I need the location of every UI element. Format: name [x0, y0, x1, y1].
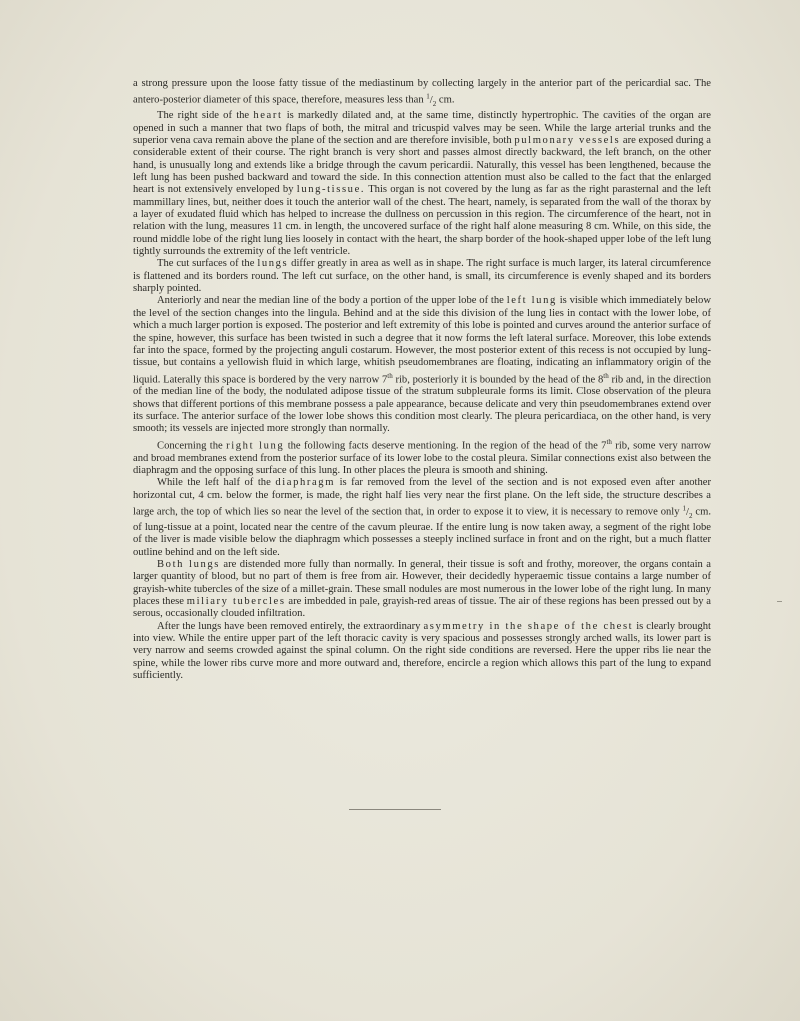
spaced-term: miliary tubercles [186, 596, 286, 608]
spaced-term: left lung [506, 295, 557, 307]
fraction-denominator: 2 [688, 511, 693, 520]
text-run: the following facts deserve mentioning. In the region of the head of the 7 [284, 440, 607, 452]
spaced-term: lungs [257, 258, 289, 270]
text-run: differ greatly in area as well as in shape. The right surface is much larger, its lateral circumference is flattened and its borders round. The left cut surface, on the other hand, is small, its circumference is evenly shaped and its borders sharply pointed. [133, 258, 711, 295]
paragraph [133, 621, 711, 683]
section-divider [349, 809, 441, 810]
fraction: $^1/_2$ [426, 92, 437, 108]
text-run: While the left half of the [157, 477, 276, 489]
paragraph [133, 258, 711, 295]
spaced-term: heart [253, 110, 283, 122]
text-run: Anteriorly and near the median line of the body a portion of the upper lobe of the [157, 295, 507, 307]
spaced-term: asymmetry in the shape of the chest [423, 620, 634, 632]
spaced-term: lung-tissue. [296, 184, 366, 196]
text-run: are distended more fully than normally. In general, their tissue is soft and frothy, moreover, the organs contain a larger quantity of blood, but no part of them is free from air. However, their decidedly hyperaemic tissue contains a large number of grayish-white tubercles of the size of a millet-grain. These small nodules are most numerous in the lower lobe of the right lung. In many places these [133, 559, 711, 608]
text-run: Concerning the [157, 440, 227, 452]
spaced-term: pulmonary vessels [514, 135, 621, 147]
paragraph [133, 559, 711, 621]
text-run: rib and, in the direction of the median line of the body, the nodulated adipose tissue of the stratum subpleurale forms its limit. Close observation of the pleura shows that different portions of this membrane possess a pale appearance, because delicate and very thin pseudomembranes extend over its surface. The anterior surface of the lower lobe shows this condition most clearly. The pleura pericardiaca, on the other hand, is very smooth; its vessels are injected more strongly than normally. [133, 374, 711, 435]
paragraph [133, 436, 711, 478]
text-run: cm. of lung-tissue at a point, located near the centre of the cavum pleurae. If the entire lung is now taken away, a segment of the right lobe of the liver is made visible below the diaphragm which possesses a steeply inclined surface in front and on the right, but a much flatter outline behind and on the left side. [133, 506, 711, 558]
text-run: a strong pressure upon the loose fatty tissue of the mediastinum by collecting largely in the anterior part of the pericardial sac. The antero-posterior diameter of this space, therefore, measures less than [133, 78, 711, 106]
spaced-term: diaphragm [275, 477, 336, 489]
text-run: is visible which immediately below the level of the section changes into the lingula. Behind and at the side this division of the lung lies in contact with the lower lobe, of which a much larger portion is exposed. The posterior and left extremity of this lobe is pointed and curves around the anterior surface of the spine, however, this surface has been twisted in such a degree that it now forms the left lateral surface. Moreover, this lobe extends far into the space, formed by the projecting anguli costarum. However, the most posterior extent of this recess is not occupied by lung-tissue, but contains a yellowish fluid in which large, whitish pseudomembranes are floating, indicating an inflammatory origin of the liquid. Laterally this space is bordered by the very narrow 7 [133, 295, 712, 386]
ordinal-suffix: th [387, 371, 393, 380]
ordinal-suffix: th [606, 437, 612, 446]
text-run: is far removed from the level of the section and is not exposed even after another horizontal cut, 4 cm. below the former, is made, the right half lies very near the first plane. On the left side, the structure describes a large arch, the top of which lies so near the level of the section that, in order to expose it to view, it is necessary to remove only [133, 477, 712, 518]
text-run: The cut surfaces of the [157, 258, 258, 270]
text-run: is markedly dilated and, at the same time, distinctly hypertrophic. The cavities of the organ are opened in such a manner that two flaps of both, the mitral and tricuspid valves may be seen. While the large arterial trunks and the superior vena cava remain above the plane of the section and are therefore invisible, both [133, 110, 711, 147]
paragraph [133, 110, 711, 258]
fraction-numerator: 1 [426, 92, 430, 101]
body-text [133, 78, 711, 683]
edge-mark [777, 601, 782, 602]
spaced-term: Both lungs [157, 559, 220, 571]
text-run: This organ is not covered by the lung as far as the right parasternal and the left mammillary lines, but, neither does it touch the anterior wall of the chest. The heart, namely, is separated from the wall of the thorax by a layer of exudated fluid which has helped to increase the dullness on percussion in this region. The circumference of the heart, not in relation with the lung, measures 11 cm. in length, the uncovered surface of the right half alone measuring 8 cm. While, on this side, the round middle lobe of the right lung lies loosely in contact with the heart, the sharp border of the hook-shaped upper lobe of the left lung tightly surrounds the extremity of the left ventricle. [133, 184, 711, 258]
paragraph [133, 295, 711, 435]
fraction-denominator: 2 [432, 99, 437, 108]
paragraph [133, 477, 711, 559]
spaced-term: right lung [226, 440, 285, 452]
text-run: cm. [436, 94, 455, 106]
text-run: are imbedded in pale, grayish-red areas of tissue. The air of these regions has been pressed out by a serous, occasionally clouded infiltration. [133, 596, 711, 620]
text-run: After the lungs have been removed entirely, the extraordinary [157, 620, 424, 632]
fraction-numerator: 1 [682, 504, 686, 513]
text-run: are exposed during a considerable extent of their course. The right branch is very short and passes almost directly backward, the left branch, on the other hand, is unusually long and extends like a bridge through the cavum pericardii. Naturally, this vessel has been lengthened, because the left lung has been pushed backward and toward the side. In this connection attention must also be called to the fact that the enlarged heart is not extensively enveloped by [133, 135, 711, 196]
text-run: The right side of the [157, 110, 254, 122]
fraction: $^1/_2$ [682, 504, 693, 520]
text-run: is clearly brought into view. While the entire upper part of the left thoracic cavity is very spacious and possesses strongly arched walls, its lower part is very narrow and seems crowded against the spinal column. On the right side conditions are reversed. Here the upper ribs lie near the spine, while the lower ribs curve more and more outward and, therefore, encircle a region which allows this part of the lung to expand sufficiently. [133, 620, 711, 682]
paragraph [133, 78, 711, 110]
text-run: rib, posteriorly it is bounded by the head of the 8 [392, 374, 604, 386]
text-run: rib, some very narrow and broad membranes extend from the posterior surface of its lower lobe to the costal pleura. Similar connections exist also between the diaphragm and the opposing surface of this lung. In other places the pleura is smooth and shining. [133, 440, 711, 477]
ordinal-suffix: th [603, 371, 609, 380]
